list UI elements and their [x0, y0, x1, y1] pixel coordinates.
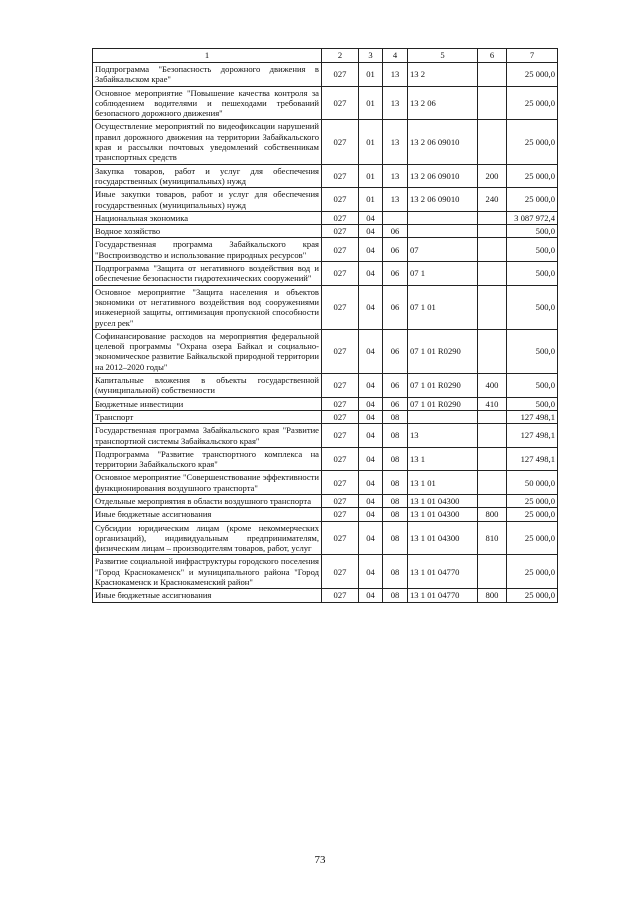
- row-name-cell: Основное мероприятие "Повышение качества контроля за соблюдением водителями и пешеходами требований безопасного дорожного движения": [93, 86, 322, 120]
- header-cell: 7: [507, 49, 558, 63]
- expense-type-cell: [478, 329, 507, 373]
- expense-type-cell: [478, 285, 507, 329]
- expense-type-cell: 410: [478, 397, 507, 410]
- budget-table: [92, 48, 558, 603]
- row-name-cell: Иные бюджетные ассигнования: [93, 508, 322, 521]
- section-code-cell: 04: [359, 397, 383, 410]
- target-article-cell: 13 2 06: [408, 86, 478, 120]
- amount-cell: 127 498,1: [507, 424, 558, 448]
- section-code-cell: 04: [359, 471, 383, 495]
- row-name-cell: Основное мероприятие "Защита населения и объектов экономики от негативного воздействия вод сооружениями инженерной защиты, оптимизация пропускной способности русел рек": [93, 285, 322, 329]
- expense-type-cell: [478, 447, 507, 471]
- subsection-code-cell: 13: [383, 120, 408, 164]
- row-name-cell: Осуществление мероприятий по видеофиксации нарушений правил дорожного движения на территории Забайкальского края и рассылки почтовых уведомлений собственникам транспортных средств: [93, 120, 322, 164]
- target-article-cell: 07 1 01 R0290: [408, 329, 478, 373]
- subsection-code-cell: 06: [383, 397, 408, 410]
- target-article-cell: 07 1: [408, 262, 478, 286]
- section-code-cell: 04: [359, 589, 383, 602]
- row-name-cell: Иные закупки товаров, работ и услуг для обеспечения государственных (муниципальных) нужд: [93, 188, 322, 212]
- section-code-cell: 04: [359, 447, 383, 471]
- table-row: [93, 188, 558, 212]
- admin-code-cell: 027: [322, 410, 359, 423]
- target-article-cell: [408, 211, 478, 224]
- subsection-code-cell: 06: [383, 225, 408, 238]
- subsection-code-cell: 06: [383, 329, 408, 373]
- table-row: [93, 262, 558, 286]
- admin-code-cell: 027: [322, 589, 359, 602]
- expense-type-cell: [478, 494, 507, 507]
- target-article-cell: 13 2 06 09010: [408, 164, 478, 188]
- expense-type-cell: 800: [478, 508, 507, 521]
- row-name-cell: Иные бюджетные ассигнования: [93, 589, 322, 602]
- amount-cell: 25 000,0: [507, 86, 558, 120]
- table-row: [93, 374, 558, 398]
- admin-code-cell: 027: [322, 521, 359, 555]
- row-name-cell: Водное хозяйство: [93, 225, 322, 238]
- section-code-cell: 01: [359, 86, 383, 120]
- amount-cell: 500,0: [507, 262, 558, 286]
- section-code-cell: 04: [359, 424, 383, 448]
- subsection-code-cell: 13: [383, 188, 408, 212]
- table-row: [93, 555, 558, 589]
- target-article-cell: 13 1 01 04300: [408, 521, 478, 555]
- amount-cell: 500,0: [507, 238, 558, 262]
- section-code-cell: 04: [359, 238, 383, 262]
- target-article-cell: 07 1 01: [408, 285, 478, 329]
- admin-code-cell: 027: [322, 164, 359, 188]
- expense-type-cell: [478, 424, 507, 448]
- subsection-code-cell: 06: [383, 262, 408, 286]
- target-article-cell: 07 1 01 R0290: [408, 374, 478, 398]
- row-name-cell: Закупка товаров, работ и услуг для обеспечения государственных (муниципальных) нужд: [93, 164, 322, 188]
- amount-cell: 25 000,0: [507, 521, 558, 555]
- amount-cell: 50 000,0: [507, 471, 558, 495]
- table-row: [93, 63, 558, 87]
- admin-code-cell: 027: [322, 329, 359, 373]
- row-name-cell: Национальная экономика: [93, 211, 322, 224]
- admin-code-cell: 027: [322, 238, 359, 262]
- section-code-cell: 04: [359, 285, 383, 329]
- table-header-row: [93, 49, 558, 63]
- row-name-cell: Субсидии юридическим лицам (кроме некоммерческих организаций), индивидуальным предпринимателям, физическим лицам – производителям товаров, работ, услуг: [93, 521, 322, 555]
- amount-cell: 3 087 972,4: [507, 211, 558, 224]
- row-name-cell: Транспорт: [93, 410, 322, 423]
- admin-code-cell: 027: [322, 211, 359, 224]
- table-row: [93, 447, 558, 471]
- expense-type-cell: 200: [478, 164, 507, 188]
- amount-cell: 25 000,0: [507, 63, 558, 87]
- table-row: [93, 589, 558, 602]
- expense-type-cell: [478, 471, 507, 495]
- expense-type-cell: [478, 262, 507, 286]
- expense-type-cell: 400: [478, 374, 507, 398]
- amount-cell: 25 000,0: [507, 164, 558, 188]
- subsection-code-cell: 08: [383, 410, 408, 423]
- subsection-code-cell: 06: [383, 285, 408, 329]
- subsection-code-cell: 13: [383, 164, 408, 188]
- table-row: [93, 211, 558, 224]
- row-name-cell: Подпрограмма "Защита от негативного воздействия вод и обеспечение безопасности гидротехнических сооружений": [93, 262, 322, 286]
- section-code-cell: 01: [359, 188, 383, 212]
- target-article-cell: 13 2 06 09010: [408, 120, 478, 164]
- target-article-cell: 13 1: [408, 447, 478, 471]
- target-article-cell: 13 1 01 04300: [408, 508, 478, 521]
- subsection-code-cell: 08: [383, 589, 408, 602]
- expense-type-cell: 800: [478, 589, 507, 602]
- target-article-cell: [408, 225, 478, 238]
- row-name-cell: Софинансирование расходов на мероприятия федеральной целевой программы "Охрана озера Байкал и социально-экономическое развитие Байкальской природной территории на 2012–2020 годы": [93, 329, 322, 373]
- section-code-cell: 04: [359, 225, 383, 238]
- subsection-code-cell: 08: [383, 494, 408, 507]
- row-name-cell: Государственная программа Забайкальского края "Развитие транспортной системы Забайкальского края": [93, 424, 322, 448]
- amount-cell: 500,0: [507, 225, 558, 238]
- header-cell: 4: [383, 49, 408, 63]
- admin-code-cell: 027: [322, 374, 359, 398]
- amount-cell: 25 000,0: [507, 494, 558, 507]
- subsection-code-cell: 13: [383, 86, 408, 120]
- subsection-code-cell: 06: [383, 238, 408, 262]
- row-name-cell: Основное мероприятие "Совершенствование эффективности функционирования воздушного транспорта": [93, 471, 322, 495]
- subsection-code-cell: [383, 211, 408, 224]
- target-article-cell: 13 1 01 04770: [408, 555, 478, 589]
- target-article-cell: 13 1 01 04770: [408, 589, 478, 602]
- target-article-cell: 13: [408, 424, 478, 448]
- table-row: [93, 285, 558, 329]
- admin-code-cell: 027: [322, 285, 359, 329]
- row-name-cell: Капитальные вложения в объекты государственной (муниципальной) собственности: [93, 374, 322, 398]
- amount-cell: 500,0: [507, 374, 558, 398]
- header-cell: 3: [359, 49, 383, 63]
- target-article-cell: 13 1 01: [408, 471, 478, 495]
- header-cell: 1: [93, 49, 322, 63]
- table-row: [93, 508, 558, 521]
- amount-cell: 25 000,0: [507, 188, 558, 212]
- row-name-cell: Подпрограмма "Безопасность дорожного движения в Забайкальском крае": [93, 63, 322, 87]
- target-article-cell: 07 1 01 R0290: [408, 397, 478, 410]
- section-code-cell: 04: [359, 494, 383, 507]
- expense-type-cell: [478, 120, 507, 164]
- subsection-code-cell: 08: [383, 471, 408, 495]
- page-number: 73: [314, 854, 326, 866]
- amount-cell: 500,0: [507, 397, 558, 410]
- table-row: [93, 164, 558, 188]
- admin-code-cell: 027: [322, 63, 359, 87]
- section-code-cell: 04: [359, 262, 383, 286]
- table-row: [93, 120, 558, 164]
- expense-type-cell: 240: [478, 188, 507, 212]
- table-row: [93, 521, 558, 555]
- amount-cell: 500,0: [507, 285, 558, 329]
- expense-type-cell: [478, 238, 507, 262]
- admin-code-cell: 027: [322, 508, 359, 521]
- admin-code-cell: 027: [322, 225, 359, 238]
- table-row: [93, 225, 558, 238]
- amount-cell: 127 498,1: [507, 410, 558, 423]
- table-row: [93, 471, 558, 495]
- target-article-cell: 13 2 06 09010: [408, 188, 478, 212]
- subsection-code-cell: 08: [383, 447, 408, 471]
- section-code-cell: 04: [359, 508, 383, 521]
- header-cell: 5: [408, 49, 478, 63]
- admin-code-cell: 027: [322, 424, 359, 448]
- table-row: [93, 410, 558, 423]
- amount-cell: 25 000,0: [507, 120, 558, 164]
- section-code-cell: 04: [359, 410, 383, 423]
- amount-cell: 25 000,0: [507, 589, 558, 602]
- table-row: [93, 397, 558, 410]
- admin-code-cell: 027: [322, 86, 359, 120]
- admin-code-cell: 027: [322, 555, 359, 589]
- section-code-cell: 04: [359, 211, 383, 224]
- amount-cell: 25 000,0: [507, 508, 558, 521]
- admin-code-cell: 027: [322, 188, 359, 212]
- subsection-code-cell: 13: [383, 63, 408, 87]
- admin-code-cell: 027: [322, 471, 359, 495]
- target-article-cell: 07: [408, 238, 478, 262]
- target-article-cell: [408, 410, 478, 423]
- section-code-cell: 04: [359, 374, 383, 398]
- expense-type-cell: [478, 410, 507, 423]
- row-name-cell: Подпрограмма "Развитие транспортного комплекса на территории Забайкальского края": [93, 447, 322, 471]
- amount-cell: 500,0: [507, 329, 558, 373]
- table-row: [93, 424, 558, 448]
- header-cell: 6: [478, 49, 507, 63]
- admin-code-cell: 027: [322, 494, 359, 507]
- section-code-cell: 04: [359, 521, 383, 555]
- subsection-code-cell: 08: [383, 424, 408, 448]
- header-cell: 2: [322, 49, 359, 63]
- table-row: [93, 329, 558, 373]
- target-article-cell: 13 1 01 04300: [408, 494, 478, 507]
- admin-code-cell: 027: [322, 447, 359, 471]
- subsection-code-cell: 08: [383, 508, 408, 521]
- section-code-cell: 01: [359, 164, 383, 188]
- admin-code-cell: 027: [322, 262, 359, 286]
- amount-cell: 127 498,1: [507, 447, 558, 471]
- subsection-code-cell: 08: [383, 521, 408, 555]
- subsection-code-cell: 08: [383, 555, 408, 589]
- row-name-cell: Отдельные мероприятия в области воздушного транспорта: [93, 494, 322, 507]
- table-row: [93, 238, 558, 262]
- expense-type-cell: [478, 211, 507, 224]
- expense-type-cell: [478, 225, 507, 238]
- row-name-cell: Государственная программа Забайкальского края "Воспроизводство и использование природных ресурсов": [93, 238, 322, 262]
- table-row: [93, 494, 558, 507]
- expense-type-cell: [478, 63, 507, 87]
- table-body: [93, 49, 558, 603]
- expense-type-cell: 810: [478, 521, 507, 555]
- expense-type-cell: [478, 86, 507, 120]
- table-row: [93, 86, 558, 120]
- expense-type-cell: [478, 555, 507, 589]
- document-page: [92, 48, 557, 603]
- amount-cell: 25 000,0: [507, 555, 558, 589]
- row-name-cell: Развитие социальной инфраструктуры городского поселения "Город Краснокаменск" и муниципального района "Город Краснокаменск и Краснокаменский район": [93, 555, 322, 589]
- target-article-cell: 13 2: [408, 63, 478, 87]
- section-code-cell: 01: [359, 63, 383, 87]
- row-name-cell: Бюджетные инвестиции: [93, 397, 322, 410]
- admin-code-cell: 027: [322, 397, 359, 410]
- section-code-cell: 04: [359, 555, 383, 589]
- section-code-cell: 01: [359, 120, 383, 164]
- subsection-code-cell: 06: [383, 374, 408, 398]
- section-code-cell: 04: [359, 329, 383, 373]
- admin-code-cell: 027: [322, 120, 359, 164]
